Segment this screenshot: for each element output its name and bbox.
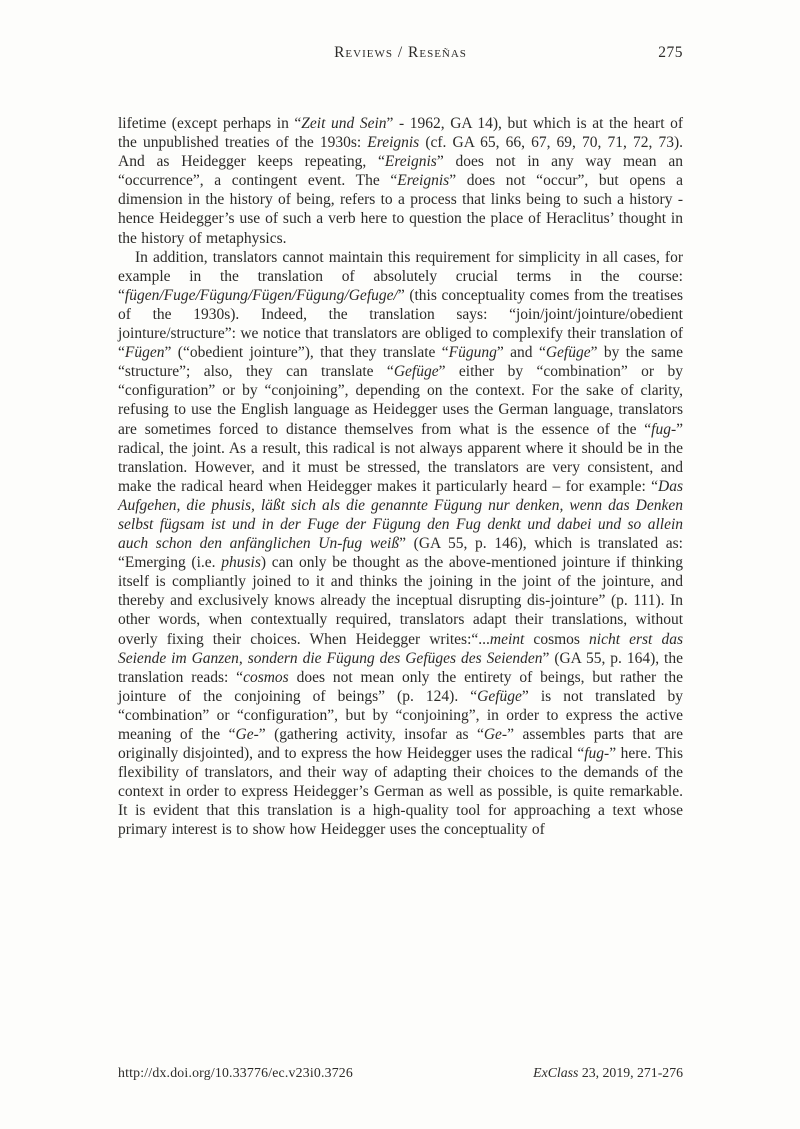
text-run: ” (“obedient jointure”), that they translate “	[164, 344, 449, 362]
text-run: ” assembles parts that are originally disjointed), and to express the how Heidegger uses the radical “	[118, 726, 683, 763]
italic-text: Ge-	[483, 726, 508, 743]
text-run: ” (gathering activity, insofar as “	[258, 726, 484, 743]
italic-text: Zeit und Sein	[301, 115, 387, 132]
page-number: 275	[658, 44, 683, 61]
paragraph	[118, 248, 683, 840]
text-run: In addition, translators cannot maintain this requirement for simplicity in all cases, for example in the translation of absolutely crucial terms in the course: “	[118, 248, 683, 304]
footer	[118, 1065, 683, 1081]
italic-text: Fügung	[448, 344, 497, 362]
text-run: cosmos	[524, 630, 590, 648]
italic-text: Das Aufgehen, die phusis, läßt sich als die genannte Fügung nur denken, wenn das Denken selbst fügsam ist und in der Fuge der Fügung den Fug denkt und dabei und so allein auch schon den anfänglichen Un-fug weiß	[118, 477, 683, 553]
italic-text: Gefüge	[477, 687, 522, 705]
journal-citation	[533, 1065, 683, 1081]
text-run: ” - 1962, GA 14), but which is at the heart of the unpublished treaties of the 1930s:	[118, 115, 683, 152]
italic-text: Gefüge	[393, 363, 439, 381]
italic-text: fug-	[651, 420, 677, 438]
italic-text: Ereignis	[397, 172, 450, 190]
italic-text: Gefüge	[545, 344, 591, 362]
text-run: (cf. GA 65, 66, 67, 69, 70, 71, 72, 73). And as Heidegger keeps repeating, “	[118, 134, 683, 171]
italic-text: Ereignis	[384, 153, 437, 171]
italic-text: meint	[489, 630, 525, 648]
doi-link[interactable]: http://dx.doi.org/10.33776/ec.v23i0.3726	[118, 1065, 354, 1080]
italic-text: Ereignis	[367, 134, 420, 152]
text-run: does not mean only the entirety of beings, but rather the jointure of the conjoining of beings” (p. 124). “	[118, 668, 683, 705]
text-run: ” does not “occur”, but opens a dimension in the history of being, refers to a process that links being to such a history - hence Heidegger’s use of such a verb here to question the place of Heraclitus’ thought in the history of metaphysics.	[118, 172, 683, 247]
italic-text: phusis	[221, 554, 261, 572]
paragraph	[118, 114, 683, 248]
italic-text: cosmos	[243, 668, 289, 686]
text-run: ” is not translated by “combination” or “configuration”, but by “conjoining”, in order to express the active meaning of the “	[118, 687, 683, 743]
text-run: lifetime (except perhaps in “	[118, 115, 302, 132]
text-run: ” (this conceptuality comes from the treatises of the 1930s). Indeed, the translation says: “join/joint/jointure/obedient jointure/structure”: we notice that translators are obliged to complexify their translation of “	[118, 286, 683, 362]
italic-text: Ge-	[235, 726, 259, 743]
text-run: ” (GA 55, p. 164), the translation reads: “	[118, 649, 683, 686]
text-run: ” by the same “structure”; also, they can translate “	[118, 344, 683, 381]
italic-text: ExClass	[533, 1065, 579, 1080]
text-run: ” either by “combination” or by “configuration” or by “conjoining”, depending on the context. For the sake of clarity, refusing to use the English language as Heidegger uses the German language, translators are sometimes forced to distance themselves from what is the essence of the “	[118, 363, 683, 438]
text-run: ” (GA 55, p. 146), which is translated as: “Emerging (i.e.	[118, 535, 683, 572]
italic-text: fügen/Fuge/Fügung/Fügen/Fügung/Gefuge/	[124, 286, 398, 304]
text-run: ” radical, the joint. As a result, this radical is not always apparent where it should be in the translation. However, and it must be stressed, the translators are very consistent, and make the radical heard when Heidegger makes it particularly heard – for example: “	[118, 420, 683, 495]
italic-text: fug-	[584, 745, 610, 763]
body-text	[118, 114, 683, 840]
text-run: ” does not in any way mean an “occurrence”, a contingent event. The “	[118, 153, 683, 190]
text-run: ) can only be thought as the above-mentioned jointure if thinking itself is compliantly joined to it and thinks the joining in the joint of the jointure, and thereby and exclusively knows already the inceptual disrupting dis-jointure” (p. 111). In other words, when contextually required, translators adapt their translations, without overly fixing their choices. When Heidegger writes:“...	[118, 554, 683, 648]
italic-text: Fügen	[124, 344, 165, 362]
text-run: 23, 2019, 271-276	[578, 1065, 683, 1080]
text-run: ” here. This flexibility of translators, and their way of adapting their choices to the demands of the context in order to express Heidegger’s German as well as possible, is quite remarkable. It is evident that this translation is a high-quality tool for approaching a text whose primary interest is to show how Heidegger uses the conceptuality of	[118, 745, 683, 839]
running-header	[118, 44, 683, 64]
text-run: ” and “	[496, 344, 546, 362]
running-header-title: Reviews / Reseñas	[334, 44, 467, 61]
italic-text: nicht erst das Seiende im Ganzen, sondern die Fügung des Gefüges des Seienden	[118, 630, 683, 667]
